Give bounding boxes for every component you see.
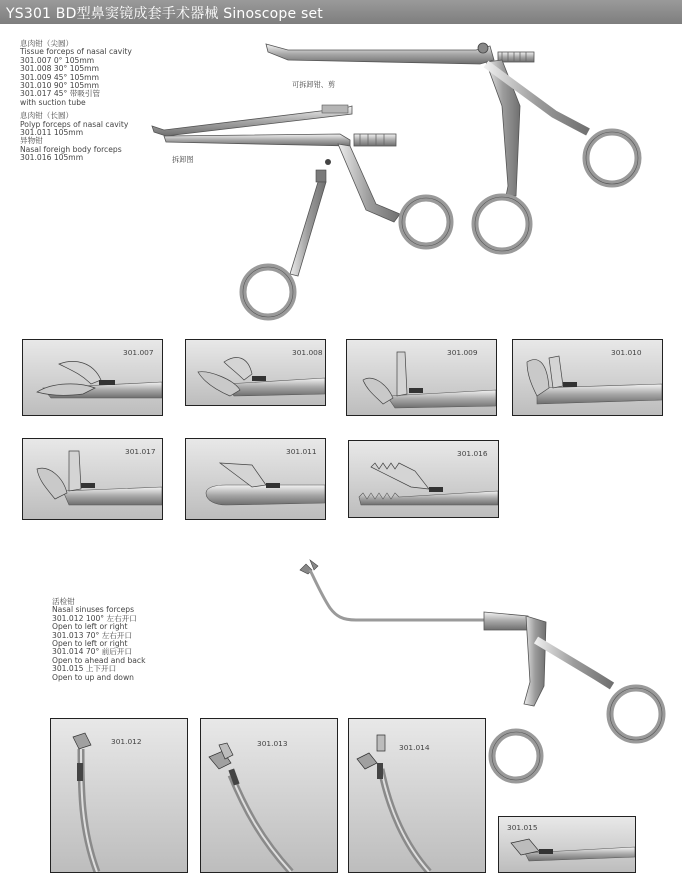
text-line: Tissue forceps of nasal cavity <box>20 47 132 57</box>
text-line: 301.016 105mm <box>20 153 84 163</box>
tip-box-301-011 <box>185 438 326 520</box>
tip-code: 301.013 <box>257 739 288 748</box>
tip-box-301-010 <box>512 339 663 416</box>
tip-code: 301.012 <box>111 737 142 746</box>
top-text-block <box>20 40 132 163</box>
disassembly-label: 拆卸图 <box>172 155 194 164</box>
tip-code: 301.017 <box>125 447 156 456</box>
text-line: 301.007 0° 105mm <box>20 55 95 65</box>
tip-box-301-007 <box>22 339 163 416</box>
tip-box-301-016 <box>348 440 499 518</box>
tip-box-301-008 <box>185 339 326 406</box>
text-line: 301.014 70° 前后开口 <box>52 647 133 657</box>
text-line: 301.017 45° 带吸引管 <box>20 89 101 99</box>
detachable-label: 可拆卸钳、剪 <box>292 80 336 89</box>
tip-code: 301.009 <box>447 348 478 357</box>
text-line: Open to left or right <box>52 622 128 632</box>
text-line: with suction tube <box>20 97 86 107</box>
text-line: 301.015 上下开口 <box>52 664 117 674</box>
tip-box-301-009 <box>346 339 497 416</box>
tip-code: 301.011 <box>286 447 317 456</box>
text-line: 301.010 90° 105mm <box>20 81 99 91</box>
text-line: Nasal foreigh body forceps <box>20 144 122 154</box>
text-line: 301.009 45° 105mm <box>20 72 99 82</box>
tip-box-301-012 <box>50 718 188 873</box>
text-line: 301.012 100° 左右开口 <box>52 613 137 623</box>
tip-box-301-014 <box>348 718 486 873</box>
tip-code: 301.016 <box>457 449 488 458</box>
text-line: Open to up and down <box>52 672 134 682</box>
tip-code: 301.008 <box>292 348 323 357</box>
tip-box-301-013 <box>200 718 338 873</box>
page-title: YS301 BD型鼻窦镜成套手术器械 Sinoscope set <box>6 6 323 22</box>
text-line: Open to left or right <box>52 639 128 649</box>
text-line: 息肉钳（长圆） <box>20 111 74 121</box>
text-line: 301.011 105mm <box>20 128 84 138</box>
text-line: 活检钳 <box>52 597 75 606</box>
text-line: Polyp forceps of nasal cavity <box>20 119 129 129</box>
tip-box-301-015 <box>498 816 636 873</box>
tip-illustration <box>349 719 485 872</box>
text-line: Open to ahead and back <box>52 655 146 665</box>
text-line: 301.013 70° 左右开口 <box>52 630 133 640</box>
text-line: 异物钳 <box>20 136 43 146</box>
tip-code: 301.014 <box>399 743 430 752</box>
text-line: Nasal sinuses forceps <box>52 605 135 615</box>
text-line: 息肉钳（尖圆） <box>20 39 74 48</box>
tip-code: 301.010 <box>611 348 642 357</box>
header-bar <box>0 0 682 24</box>
tip-code: 301.015 <box>507 823 538 832</box>
mid-text-block <box>52 598 146 682</box>
text-line: 301.008 30° 105mm <box>20 64 99 74</box>
forceps-disassembled-illustration <box>150 100 470 330</box>
tip-box-301-017 <box>22 438 163 520</box>
tip-code: 301.007 <box>123 348 154 357</box>
